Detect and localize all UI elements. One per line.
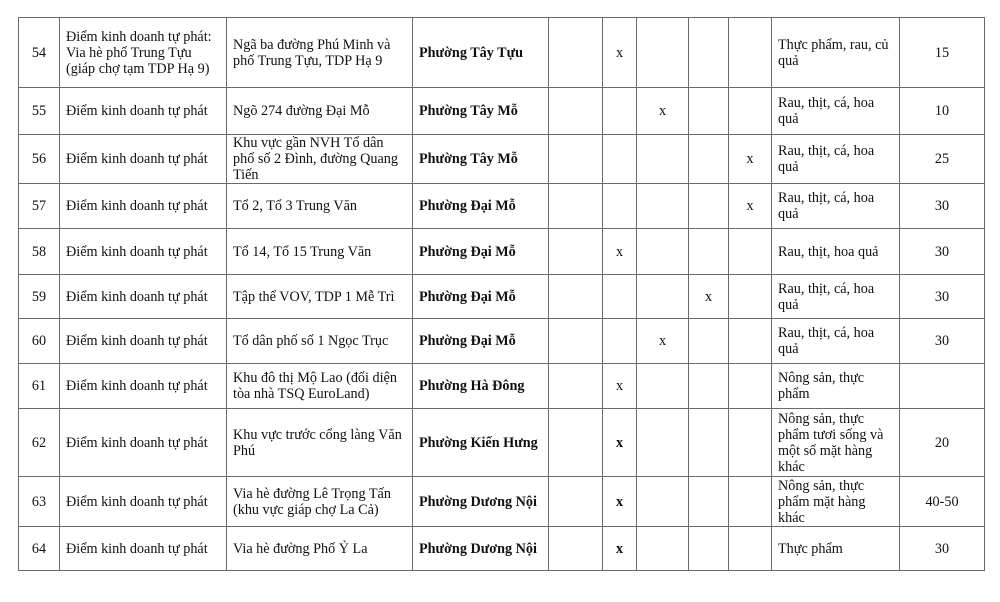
- cell-mark-5: [729, 18, 772, 88]
- cell-stt: 61: [19, 364, 60, 409]
- cell-mark-3: x: [637, 319, 689, 364]
- cell-mark-3: [637, 184, 689, 229]
- cell-type: Điểm kinh doanh tự phát: [60, 409, 227, 477]
- cell-mark-3: x: [637, 88, 689, 135]
- cell-location: Via hè đường Lê Trọng Tấn (khu vực giáp chợ La Cả): [227, 477, 413, 527]
- table-row: [19, 229, 985, 275]
- cell-goods: Rau, thịt, hoa quả: [772, 229, 900, 275]
- cell-goods: Thực phẩm: [772, 527, 900, 571]
- cell-stt: 56: [19, 135, 60, 184]
- cell-mark-4: [689, 88, 729, 135]
- cell-mark-1: [549, 477, 603, 527]
- cell-location: Tổ 14, Tổ 15 Trung Văn: [227, 229, 413, 275]
- cell-location: Khu đô thị Mộ Lao (đối diện tòa nhà TSQ EuroLand): [227, 364, 413, 409]
- cell-ward: Phường Dương Nội: [413, 527, 549, 571]
- cell-location: Tổ 2, Tổ 3 Trung Văn: [227, 184, 413, 229]
- cell-location: Khu vực trước cổng làng Văn Phú: [227, 409, 413, 477]
- table-row: [19, 18, 985, 88]
- cell-ward: Phường Đại Mỗ: [413, 319, 549, 364]
- cell-goods: Nông sản, thực phẩm tươi sống và một số mặt hàng khác: [772, 409, 900, 477]
- table-row: [19, 409, 985, 477]
- cell-mark-3: [637, 364, 689, 409]
- cell-type: Điểm kinh doanh tự phát: Via hè phố Trung Tựu (giáp chợ tạm TDP Hạ 9): [60, 18, 227, 88]
- cell-ward: Phường Tây Tựu: [413, 18, 549, 88]
- cell-mark-2: x: [603, 409, 637, 477]
- cell-ward: Phường Hà Đông: [413, 364, 549, 409]
- cell-mark-4: [689, 135, 729, 184]
- cell-mark-5: [729, 88, 772, 135]
- cell-mark-5: [729, 229, 772, 275]
- cell-location: Via hè đường Phố Ỷ La: [227, 527, 413, 571]
- cell-mark-2: x: [603, 364, 637, 409]
- cell-mark-2: [603, 88, 637, 135]
- cell-mark-1: [549, 275, 603, 319]
- cell-type: Điểm kinh doanh tự phát: [60, 135, 227, 184]
- market-points-table: [18, 17, 985, 571]
- cell-quantity: 30: [900, 184, 985, 229]
- cell-location: Ngã ba đường Phú Minh và phố Trung Tựu, TDP Hạ 9: [227, 18, 413, 88]
- cell-mark-5: [729, 527, 772, 571]
- cell-mark-1: [549, 527, 603, 571]
- cell-type: Điểm kinh doanh tự phát: [60, 88, 227, 135]
- cell-ward: Phường Đại Mỗ: [413, 184, 549, 229]
- cell-ward: Phường Kiến Hưng: [413, 409, 549, 477]
- cell-goods: Rau, thịt, cá, hoa quả: [772, 88, 900, 135]
- cell-mark-3: [637, 275, 689, 319]
- cell-goods: Nông sản, thực phẩm: [772, 364, 900, 409]
- cell-mark-4: [689, 184, 729, 229]
- table-row: [19, 88, 985, 135]
- table-row: [19, 319, 985, 364]
- cell-mark-4: [689, 364, 729, 409]
- cell-quantity: 20: [900, 409, 985, 477]
- cell-mark-5: x: [729, 135, 772, 184]
- cell-mark-3: [637, 409, 689, 477]
- cell-stt: 60: [19, 319, 60, 364]
- cell-ward: Phường Tây Mỗ: [413, 135, 549, 184]
- cell-mark-3: [637, 229, 689, 275]
- cell-mark-3: [637, 527, 689, 571]
- cell-mark-2: x: [603, 18, 637, 88]
- table-body: [19, 18, 985, 571]
- cell-stt: 59: [19, 275, 60, 319]
- cell-mark-3: [637, 135, 689, 184]
- cell-goods: Thực phẩm, rau, củ quả: [772, 18, 900, 88]
- cell-mark-1: [549, 135, 603, 184]
- cell-goods: Rau, thịt, cá, hoa quả: [772, 135, 900, 184]
- cell-goods: Rau, thịt, cá, hoa quả: [772, 275, 900, 319]
- cell-stt: 55: [19, 88, 60, 135]
- cell-mark-4: [689, 229, 729, 275]
- cell-mark-2: x: [603, 527, 637, 571]
- cell-stt: 54: [19, 18, 60, 88]
- cell-type: Điểm kinh doanh tự phát: [60, 184, 227, 229]
- cell-mark-3: [637, 477, 689, 527]
- cell-mark-2: [603, 275, 637, 319]
- table-row: [19, 184, 985, 229]
- cell-type: Điểm kinh doanh tự phát: [60, 275, 227, 319]
- cell-stt: 62: [19, 409, 60, 477]
- cell-quantity: 30: [900, 275, 985, 319]
- cell-stt: 63: [19, 477, 60, 527]
- cell-mark-2: x: [603, 477, 637, 527]
- cell-mark-2: [603, 319, 637, 364]
- cell-mark-1: [549, 88, 603, 135]
- cell-quantity: 30: [900, 527, 985, 571]
- cell-ward: Phường Đại Mỗ: [413, 229, 549, 275]
- cell-type: Điểm kinh doanh tự phát: [60, 229, 227, 275]
- cell-quantity: 25: [900, 135, 985, 184]
- cell-quantity: 30: [900, 229, 985, 275]
- cell-mark-4: [689, 319, 729, 364]
- cell-stt: 57: [19, 184, 60, 229]
- cell-mark-5: [729, 409, 772, 477]
- cell-mark-1: [549, 184, 603, 229]
- cell-mark-5: x: [729, 184, 772, 229]
- cell-mark-4: [689, 527, 729, 571]
- table-row: [19, 135, 985, 184]
- cell-ward: Phường Đại Mỗ: [413, 275, 549, 319]
- cell-mark-4: [689, 409, 729, 477]
- cell-ward: Phường Tây Mỗ: [413, 88, 549, 135]
- cell-type: Điểm kinh doanh tự phát: [60, 319, 227, 364]
- cell-mark-2: [603, 135, 637, 184]
- cell-mark-5: [729, 319, 772, 364]
- cell-mark-5: [729, 477, 772, 527]
- cell-mark-3: [637, 18, 689, 88]
- cell-location: Tập thể VOV, TDP 1 Mễ Trì: [227, 275, 413, 319]
- cell-location: Tổ dân phố số 1 Ngọc Trục: [227, 319, 413, 364]
- cell-type: Điểm kinh doanh tự phát: [60, 364, 227, 409]
- cell-mark-5: [729, 364, 772, 409]
- cell-mark-2: x: [603, 229, 637, 275]
- cell-type: Điểm kinh doanh tự phát: [60, 477, 227, 527]
- cell-mark-4: [689, 477, 729, 527]
- table-row: [19, 527, 985, 571]
- cell-quantity: 30: [900, 319, 985, 364]
- cell-quantity: [900, 364, 985, 409]
- cell-type: Điểm kinh doanh tự phát: [60, 527, 227, 571]
- cell-quantity: 15: [900, 18, 985, 88]
- cell-quantity: 10: [900, 88, 985, 135]
- cell-mark-1: [549, 364, 603, 409]
- cell-goods: Nông sản, thực phẩm mặt hàng khác: [772, 477, 900, 527]
- cell-location: Khu vực gần NVH Tổ dân phố số 2 Đình, đường Quang Tiến: [227, 135, 413, 184]
- cell-mark-1: [549, 229, 603, 275]
- cell-mark-1: [549, 18, 603, 88]
- cell-quantity: 40-50: [900, 477, 985, 527]
- cell-mark-4: x: [689, 275, 729, 319]
- cell-mark-1: [549, 409, 603, 477]
- cell-stt: 58: [19, 229, 60, 275]
- cell-goods: Rau, thịt, cá, hoa quả: [772, 319, 900, 364]
- cell-goods: Rau, thịt, cá, hoa quả: [772, 184, 900, 229]
- cell-mark-2: [603, 184, 637, 229]
- cell-location: Ngõ 274 đường Đại Mỗ: [227, 88, 413, 135]
- table-row: [19, 477, 985, 527]
- cell-mark-5: [729, 275, 772, 319]
- cell-mark-1: [549, 319, 603, 364]
- cell-stt: 64: [19, 527, 60, 571]
- cell-ward: Phường Dương Nội: [413, 477, 549, 527]
- table-row: [19, 275, 985, 319]
- table-row: [19, 364, 985, 409]
- cell-mark-4: [689, 18, 729, 88]
